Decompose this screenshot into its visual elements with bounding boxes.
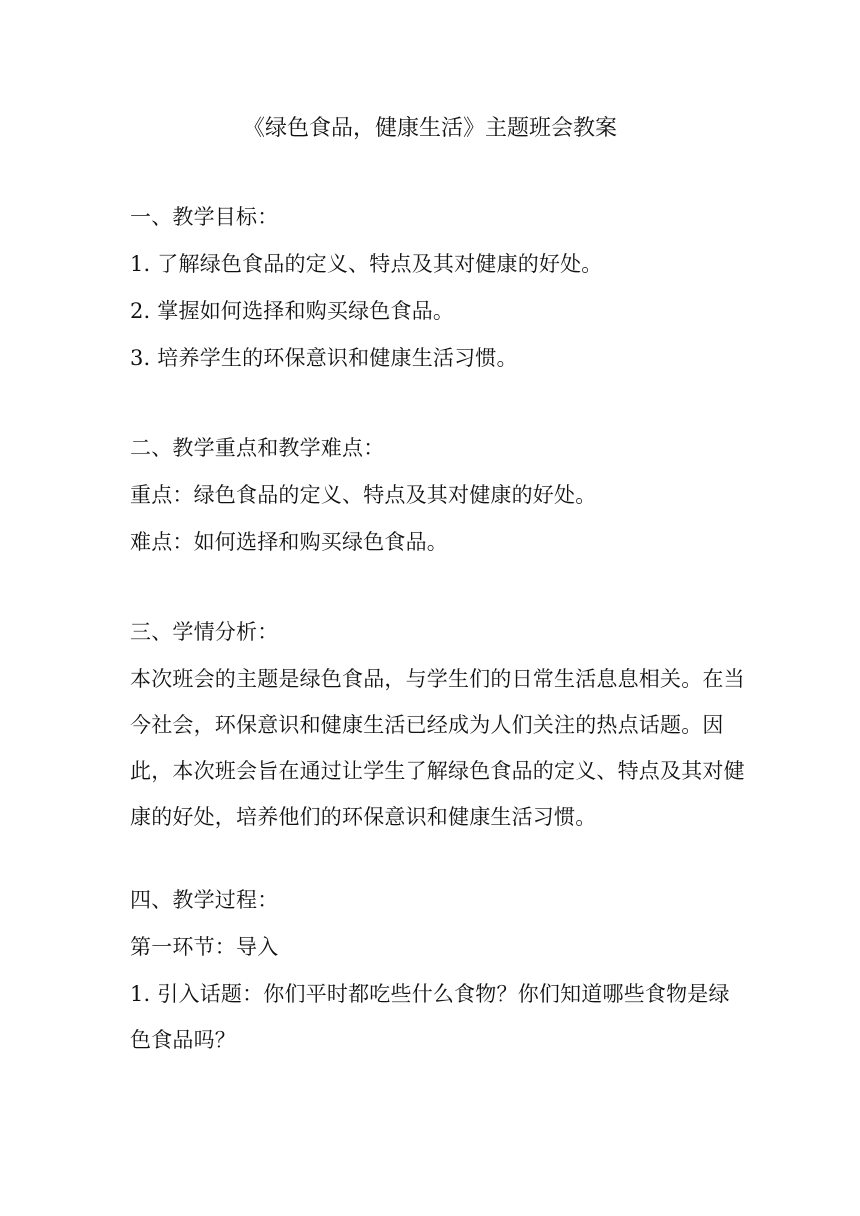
section-heading-key-points: 二、教学重点和教学难点： bbox=[130, 436, 385, 460]
section-spacer bbox=[130, 388, 750, 431]
section-spacer bbox=[130, 572, 750, 615]
objective-item-3: 3. 培养学生的环保意识和健康生活习惯。 bbox=[130, 346, 518, 370]
process-step-1-item-1: 1. 引入话题：你们平时都吃些什么食物？你们知道哪些食物是绿色食品吗？ bbox=[130, 982, 730, 1052]
section-heading-process: 四、教学过程： bbox=[130, 888, 279, 912]
analysis-paragraph: 本次班会的主题是绿色食品，与学生们的日常生活息息相关。在当今社会，环保意识和健康生活已经成为人们关注的热点话题。因此，本次班会旨在通过让学生了解绿色食品的定义、特点及其对健康的好处，培养他们的环保意识和健康生活习惯。 bbox=[130, 667, 745, 829]
section-heading-analysis: 三、学情分析： bbox=[130, 620, 279, 644]
process-step-1-title: 第一环节：导入 bbox=[130, 935, 279, 959]
document-body bbox=[130, 200, 750, 1063]
key-point-focus: 重点：绿色食品的定义、特点及其对健康的好处。 bbox=[130, 483, 597, 507]
document-title: 《绿色食品，健康生活》主题班会教案 bbox=[242, 116, 617, 141]
section-spacer bbox=[130, 840, 750, 883]
objective-item-2: 2. 掌握如何选择和购买绿色食品。 bbox=[130, 299, 455, 323]
key-point-difficulty: 难点：如何选择和购买绿色食品。 bbox=[130, 530, 448, 554]
objective-item-1: 1. 了解绿色食品的定义、特点及其对健康的好处。 bbox=[130, 252, 603, 276]
section-heading-objectives: 一、教学目标： bbox=[130, 205, 279, 229]
